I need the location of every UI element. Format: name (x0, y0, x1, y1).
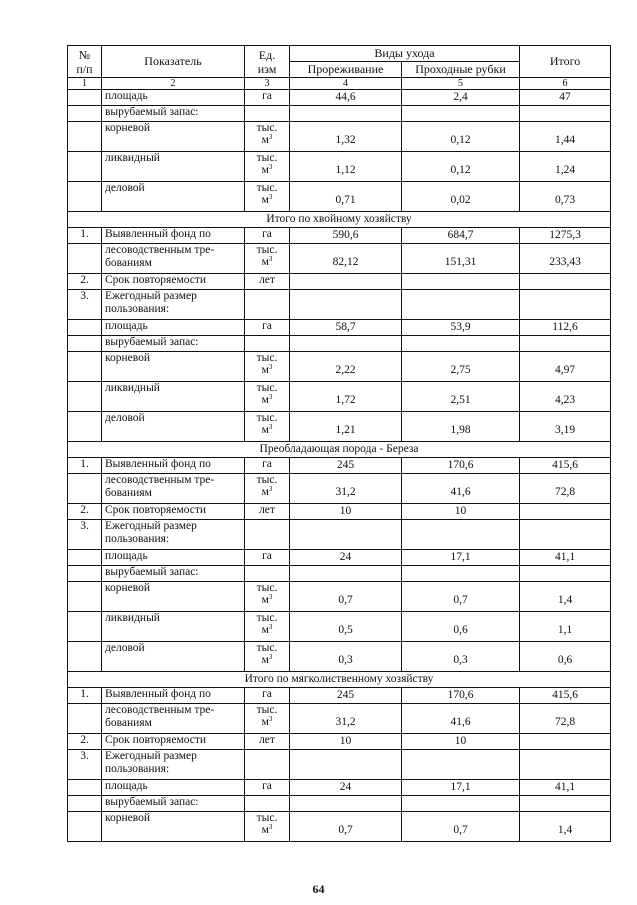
unit-cubic-meter: м (261, 364, 269, 376)
unit-cell: га (245, 90, 290, 106)
value-cell: 415,6 (520, 458, 611, 474)
value-cell: 1,4 (520, 812, 611, 842)
value-cell (520, 520, 611, 550)
row-number (68, 412, 102, 442)
value-cell: 41,1 (520, 780, 611, 796)
header-thinning: Прореживание (290, 62, 402, 78)
unit-thousand: тыс. (256, 704, 278, 716)
value-cell: 31,2 (290, 704, 402, 734)
value-cell: 0,12 (402, 152, 520, 182)
unit-thousand: тыс. (256, 122, 278, 134)
unit-exponent: 3 (268, 423, 273, 431)
table-row (68, 704, 611, 734)
table-row (68, 336, 611, 352)
value-cell: 2,51 (402, 382, 520, 412)
header-total: Итого (520, 46, 611, 78)
row-number: 3. (68, 520, 102, 550)
section-row (68, 672, 611, 688)
value-cell: 590,6 (290, 228, 402, 244)
unit-cell: га (245, 780, 290, 796)
indicator-cell: деловой (102, 642, 245, 672)
value-cell: 151,31 (402, 244, 520, 274)
indicator-cell: Ежегодный размер пользования: (102, 290, 245, 320)
value-cell (290, 336, 402, 352)
table-row (68, 474, 611, 504)
column-index: 6 (520, 78, 611, 90)
row-number (68, 780, 102, 796)
unit-cell (245, 612, 290, 642)
table-row (68, 182, 611, 212)
value-cell (290, 566, 402, 582)
value-cell: 170,6 (402, 688, 520, 704)
value-cell (520, 796, 611, 812)
row-number (68, 152, 102, 182)
value-cell: 72,8 (520, 704, 611, 734)
table-row (68, 612, 611, 642)
value-cell: 10 (402, 504, 520, 520)
indicator-cell: вырубаемый запас: (102, 566, 245, 582)
unit-thousand: тыс. (256, 412, 278, 424)
unit-exponent: 3 (268, 193, 273, 201)
unit-cubic-meter: м (261, 624, 269, 636)
value-cell: 0,6 (402, 612, 520, 642)
value-cell (402, 106, 520, 122)
unit-cubic-meter: м (261, 194, 269, 206)
indicator-cell: площадь (102, 320, 245, 336)
table-row (68, 688, 611, 704)
row-number (68, 106, 102, 122)
indicator-cell: лесоводственным тре- бованиям (102, 244, 245, 274)
table-row (68, 352, 611, 382)
value-cell (520, 290, 611, 320)
unit-exponent: 3 (268, 393, 273, 401)
unit-cubic-meter: м (261, 486, 269, 498)
value-cell: 1,72 (290, 382, 402, 412)
table-row (68, 550, 611, 566)
unit-exponent: 3 (268, 363, 273, 371)
value-cell: 1,4 (520, 582, 611, 612)
value-cell (520, 336, 611, 352)
unit-cubic-meter: м (261, 134, 269, 146)
value-cell: 10 (290, 504, 402, 520)
value-cell (520, 106, 611, 122)
row-number (68, 320, 102, 336)
unit-thousand: тыс. (256, 382, 278, 394)
row-number (68, 336, 102, 352)
value-cell (402, 750, 520, 780)
header-unit: Ед. изм (245, 46, 290, 78)
unit-cubic-meter: м (261, 164, 269, 176)
value-cell (290, 106, 402, 122)
unit-cell (245, 122, 290, 152)
value-cell: 31,2 (290, 474, 402, 504)
forest-care-table (67, 45, 611, 842)
unit-thousand: тыс. (256, 152, 278, 164)
indicator-cell: площадь (102, 550, 245, 566)
table-row (68, 458, 611, 474)
value-cell: 684,7 (402, 228, 520, 244)
table-row (68, 642, 611, 672)
row-number: 3. (68, 750, 102, 780)
value-cell (520, 750, 611, 780)
row-number (68, 382, 102, 412)
row-number (68, 352, 102, 382)
value-cell: 1,32 (290, 122, 402, 152)
value-cell: 0,7 (290, 582, 402, 612)
value-cell: 2,22 (290, 352, 402, 382)
value-cell: 0,5 (290, 612, 402, 642)
value-cell (290, 796, 402, 812)
value-cell: 0,3 (402, 642, 520, 672)
table-row (68, 274, 611, 290)
value-cell: 2,4 (402, 90, 520, 106)
unit-cell: лет (245, 504, 290, 520)
value-cell: 24 (290, 550, 402, 566)
table-row (68, 796, 611, 812)
value-cell: 4,23 (520, 382, 611, 412)
value-cell: 415,6 (520, 688, 611, 704)
row-number (68, 182, 102, 212)
value-cell (402, 796, 520, 812)
row-number: 1. (68, 228, 102, 244)
value-cell (290, 290, 402, 320)
unit-cell (245, 182, 290, 212)
table-row (68, 734, 611, 750)
unit-cell (245, 642, 290, 672)
indicator-cell: деловой (102, 412, 245, 442)
table-row (68, 122, 611, 152)
indicator-cell: корневой (102, 582, 245, 612)
table-row (68, 106, 611, 122)
value-cell: 17,1 (402, 550, 520, 566)
row-number (68, 566, 102, 582)
table-row (68, 750, 611, 780)
unit-cell (245, 750, 290, 780)
unit-exponent: 3 (268, 823, 273, 831)
unit-thousand: тыс. (256, 642, 278, 654)
row-number (68, 812, 102, 842)
value-cell (290, 274, 402, 290)
value-cell: 3,19 (520, 412, 611, 442)
indicator-cell: лесоводственным тре- бованиям (102, 704, 245, 734)
table-row (68, 780, 611, 796)
value-cell: 4,97 (520, 352, 611, 382)
unit-thousand: тыс. (256, 812, 278, 824)
indicator-cell: площадь (102, 780, 245, 796)
value-cell: 170,6 (402, 458, 520, 474)
indicator-cell: лесоводственным тре- бованиям (102, 474, 245, 504)
table-row (68, 504, 611, 520)
row-number (68, 122, 102, 152)
header-care-types: Виды ухода (290, 46, 520, 62)
value-cell: 245 (290, 458, 402, 474)
value-cell (290, 520, 402, 550)
indicator-cell: Ежегодный размер пользования: (102, 520, 245, 550)
row-number (68, 474, 102, 504)
row-number (68, 582, 102, 612)
unit-cell (245, 352, 290, 382)
unit-cell: лет (245, 734, 290, 750)
table-row (68, 566, 611, 582)
indicator-cell: Ежегодный размер пользования: (102, 750, 245, 780)
section-title: Преобладающая порода - Береза (68, 442, 611, 458)
column-index: 4 (290, 78, 402, 90)
value-cell: 0,7 (290, 812, 402, 842)
table-row (68, 228, 611, 244)
value-cell: 17,1 (402, 780, 520, 796)
unit-cubic-meter: м (261, 716, 269, 728)
unit-cubic-meter: м (261, 256, 269, 268)
header-num: № п/п (68, 46, 102, 78)
row-number (68, 796, 102, 812)
indicator-cell: корневой (102, 122, 245, 152)
value-cell: 47 (520, 90, 611, 106)
value-cell: 0,3 (290, 642, 402, 672)
unit-exponent: 3 (268, 623, 273, 631)
row-number: 1. (68, 458, 102, 474)
unit-cell (245, 336, 290, 352)
unit-cell: лет (245, 274, 290, 290)
section-title: Итого по мягколиственному хозяйству (68, 672, 611, 688)
indicator-cell: Срок повторяемости (102, 734, 245, 750)
value-cell: 245 (290, 688, 402, 704)
indicator-cell: вырубаемый запас: (102, 336, 245, 352)
value-cell: 41,6 (402, 474, 520, 504)
value-cell (520, 734, 611, 750)
value-cell: 1,21 (290, 412, 402, 442)
value-cell: 0,71 (290, 182, 402, 212)
value-cell: 10 (290, 734, 402, 750)
unit-exponent: 3 (268, 133, 273, 141)
value-cell: 0,02 (402, 182, 520, 212)
unit-cubic-meter: м (261, 654, 269, 666)
table-row (68, 290, 611, 320)
unit-cell (245, 566, 290, 582)
value-cell: 1,98 (402, 412, 520, 442)
table-row (68, 382, 611, 412)
indicator-cell: корневой (102, 812, 245, 842)
unit-cell: га (245, 228, 290, 244)
value-cell: 112,6 (520, 320, 611, 336)
indicator-cell: деловой (102, 182, 245, 212)
value-cell: 2,75 (402, 352, 520, 382)
value-cell: 0,73 (520, 182, 611, 212)
value-cell: 0,6 (520, 642, 611, 672)
value-cell: 41,6 (402, 704, 520, 734)
table-body (68, 46, 611, 842)
unit-cell (245, 520, 290, 550)
row-number: 1. (68, 688, 102, 704)
indicator-cell: Срок повторяемости (102, 504, 245, 520)
value-cell: 53,9 (402, 320, 520, 336)
unit-cell: га (245, 550, 290, 566)
row-number (68, 704, 102, 734)
page-number: 64 (312, 882, 325, 896)
indicator-cell: ликвидный (102, 152, 245, 182)
indicator-cell: Выявленный фонд по (102, 688, 245, 704)
row-number (68, 244, 102, 274)
value-cell: 10 (402, 734, 520, 750)
unit-thousand: тыс. (256, 182, 278, 194)
table-row (68, 582, 611, 612)
unit-thousand: тыс. (256, 582, 278, 594)
row-number (68, 550, 102, 566)
unit-cell (245, 106, 290, 122)
indicator-cell: вырубаемый запас: (102, 796, 245, 812)
column-index: 1 (68, 78, 102, 90)
unit-thousand: тыс. (256, 612, 278, 624)
column-index: 5 (402, 78, 520, 90)
value-cell: 1,24 (520, 152, 611, 182)
value-cell: 72,8 (520, 474, 611, 504)
value-cell (520, 274, 611, 290)
value-cell (402, 520, 520, 550)
unit-thousand: тыс. (256, 244, 278, 256)
unit-cubic-meter: м (261, 394, 269, 406)
unit-cell (245, 474, 290, 504)
indicator-cell: Срок повторяемости (102, 274, 245, 290)
indicator-cell: ликвидный (102, 382, 245, 412)
value-cell: 1,12 (290, 152, 402, 182)
indicator-cell: ликвидный (102, 612, 245, 642)
unit-cell (245, 704, 290, 734)
row-number: 2. (68, 734, 102, 750)
value-cell (402, 290, 520, 320)
value-cell: 233,43 (520, 244, 611, 274)
value-cell (402, 566, 520, 582)
indicator-cell: Выявленный фонд по (102, 228, 245, 244)
row-number (68, 642, 102, 672)
value-cell: 0,7 (402, 812, 520, 842)
indicator-cell: корневой (102, 352, 245, 382)
value-cell: 0,12 (402, 122, 520, 152)
table-row (68, 520, 611, 550)
indicator-cell: Выявленный фонд по (102, 458, 245, 474)
row-number (68, 90, 102, 106)
unit-thousand: тыс. (256, 474, 278, 486)
row-number (68, 612, 102, 642)
section-row (68, 212, 611, 228)
table-row (68, 244, 611, 274)
header-indicator: Показатель (102, 46, 245, 78)
column-index: 3 (245, 78, 290, 90)
unit-cubic-meter: м (261, 594, 269, 606)
row-number: 2. (68, 504, 102, 520)
unit-cell: га (245, 688, 290, 704)
indicator-cell: вырубаемый запас: (102, 106, 245, 122)
value-cell (402, 336, 520, 352)
value-cell: 44,6 (290, 90, 402, 106)
header-passage-cuttings: Проходные рубки (402, 62, 520, 78)
value-cell: 1,44 (520, 122, 611, 152)
value-cell (402, 274, 520, 290)
unit-cell (245, 382, 290, 412)
unit-cell (245, 290, 290, 320)
table-row (68, 152, 611, 182)
table-row (68, 90, 611, 106)
value-cell: 1275,3 (520, 228, 611, 244)
unit-cubic-meter: м (261, 424, 269, 436)
unit-exponent: 3 (268, 653, 273, 661)
unit-cell (245, 244, 290, 274)
unit-cubic-meter: м (261, 824, 269, 836)
unit-exponent: 3 (268, 485, 273, 493)
column-index: 2 (102, 78, 245, 90)
unit-exponent: 3 (268, 255, 273, 263)
row-number: 3. (68, 290, 102, 320)
unit-cell (245, 412, 290, 442)
unit-exponent: 3 (268, 593, 273, 601)
unit-cell (245, 796, 290, 812)
unit-thousand: тыс. (256, 352, 278, 364)
value-cell (520, 566, 611, 582)
value-cell: 41,1 (520, 550, 611, 566)
unit-cell: га (245, 320, 290, 336)
table-row (68, 320, 611, 336)
table-row (68, 812, 611, 842)
table-row (68, 412, 611, 442)
value-cell: 24 (290, 780, 402, 796)
value-cell (520, 504, 611, 520)
row-number: 2. (68, 274, 102, 290)
unit-cell: га (245, 458, 290, 474)
unit-cell (245, 812, 290, 842)
unit-exponent: 3 (268, 715, 273, 723)
unit-exponent: 3 (268, 163, 273, 171)
value-cell: 0,7 (402, 582, 520, 612)
unit-cell (245, 582, 290, 612)
value-cell: 58,7 (290, 320, 402, 336)
unit-cell (245, 152, 290, 182)
value-cell: 82,12 (290, 244, 402, 274)
section-title: Итого по хвойному хозяйству (68, 212, 611, 228)
indicator-cell: площадь (102, 90, 245, 106)
section-row (68, 442, 611, 458)
value-cell (290, 750, 402, 780)
value-cell: 1,1 (520, 612, 611, 642)
